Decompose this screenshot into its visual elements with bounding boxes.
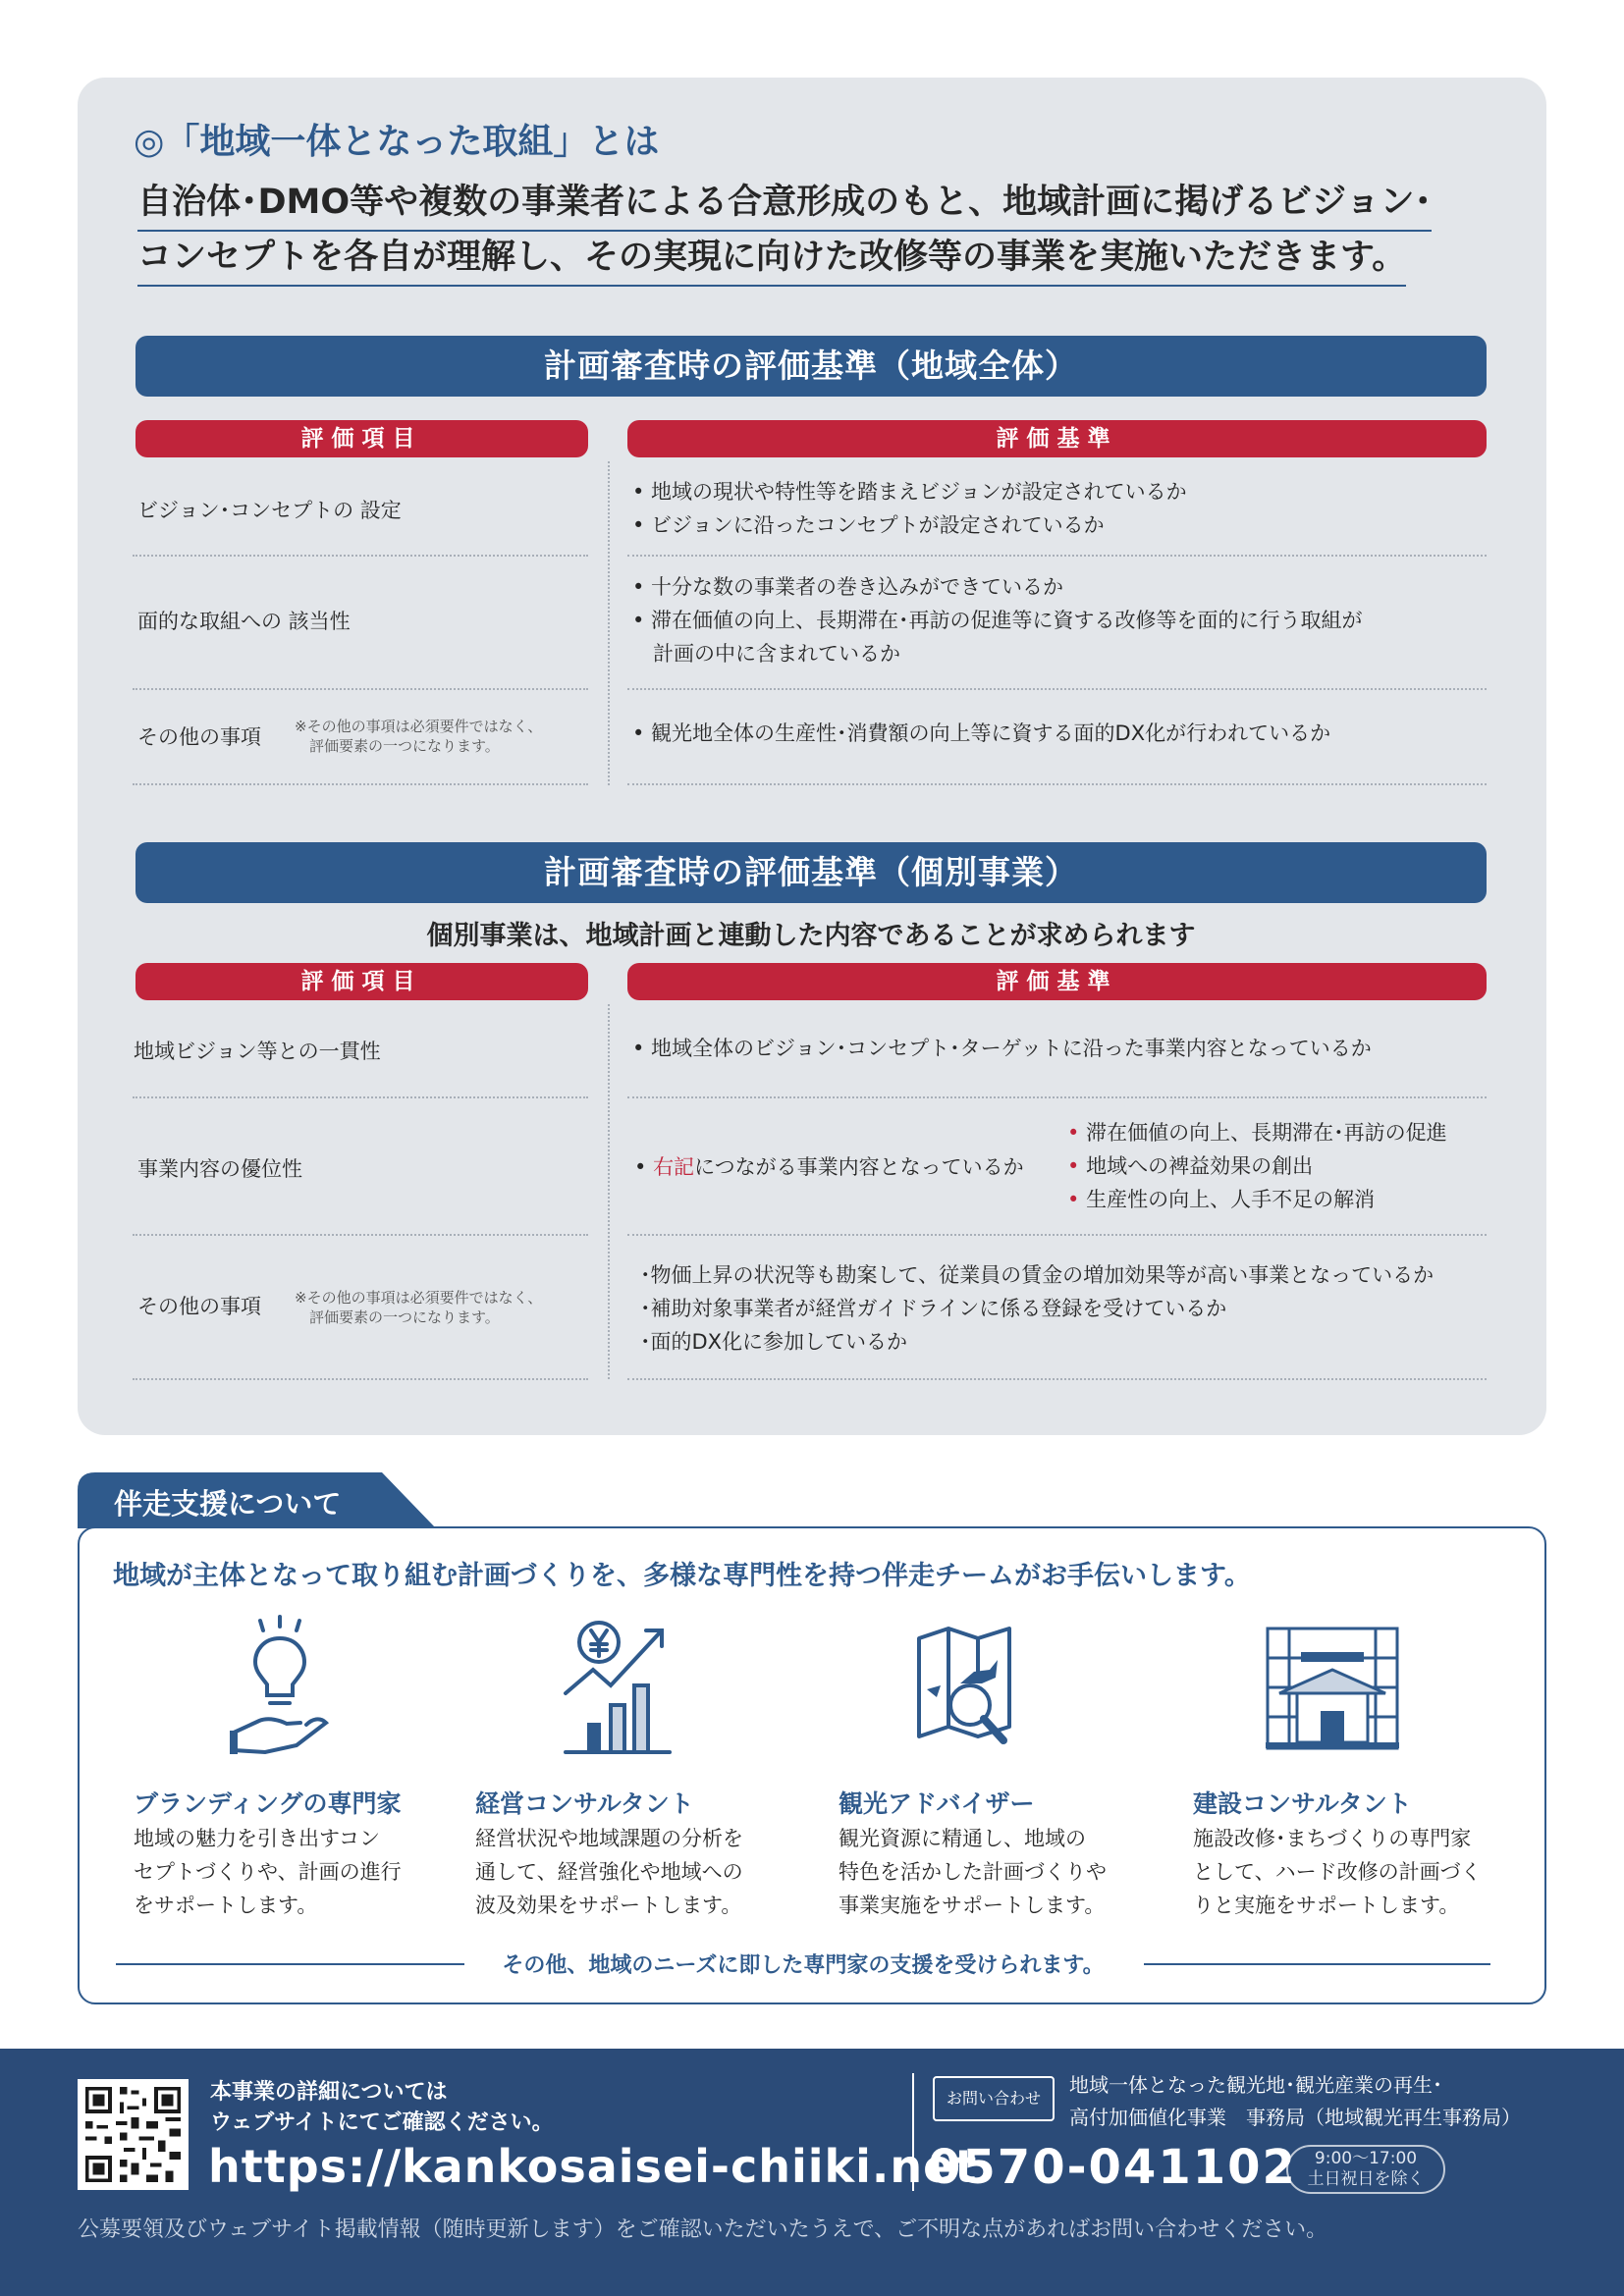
- right-note-ref: 右記: [653, 1155, 695, 1179]
- row-divider: [627, 1234, 1487, 1236]
- support-footer: その他、地域のニーズに即した専門家の支援を受けられます。: [116, 1949, 1490, 1978]
- s2-row1-criteria: • 地域全体のビジョン･コンセプト･ターゲットに沿った事業内容となっているか: [632, 1037, 1372, 1060]
- row-divider: [133, 1096, 588, 1098]
- qr-code-icon[interactable]: [78, 2079, 189, 2190]
- s1-row3-criteria: • 観光地全体の生産性･消費額の向上等に資する面的DX化が行われているか: [632, 721, 1331, 745]
- support-lead: 地域が主体となって取り組む計画づくりを、多様な専門性を持つ伴走チームがお手伝いします。: [113, 1561, 1251, 1591]
- intro-body: [137, 177, 1492, 287]
- s1-row3-note: ※その他の事項は必須要件ではなく、 評価要素の一つになります。: [295, 718, 543, 755]
- row-divider: [627, 1096, 1487, 1098]
- map-magnifier-icon: [913, 1625, 1026, 1762]
- office-name: 地域一体となった観光地･観光産業の再生･ 高付加価値化事業 事務局（地域観光再生事務局）: [1069, 2073, 1521, 2129]
- s1-row2-criteria: • 十分な数の事業者の巻き込みができているか • 滞在価値の向上、長期滞在･再訪の促進等に資する改修等を面的に行う取組が 計画の中に含まれているか: [632, 575, 1363, 666]
- expert-2-desc: 経営状況や地域課題の分析を 通して、経営強化や地域への 波及効果をサポートします。: [475, 1827, 743, 1917]
- expert-4-desc: 施設改修･まちづくりの専門家 として、ハード改修の計画づく りと実施をサポートします。: [1193, 1827, 1482, 1917]
- row-divider: [133, 783, 588, 785]
- phone-number[interactable]: 0570-041102: [928, 2140, 1297, 2195]
- expert-3-desc: 観光資源に精通し、地域の 特色を活かした計画づくりや 事業実施をサポートします。: [839, 1827, 1107, 1917]
- row-divider: [133, 688, 588, 690]
- expert-2-title: 経営コンサルタント: [475, 1789, 694, 1818]
- s1-row1-item: ビジョン･コンセプトの 設定: [137, 499, 402, 522]
- intro-line-2: コンセプトを各自が理解し、その実現に向けた改修等の事業を実施いただきます。: [137, 232, 1406, 287]
- lightbulb-hand-icon: [226, 1615, 334, 1762]
- row-divider: [627, 783, 1487, 785]
- s2-row2-subpoints: • 滞在価値の向上、長期滞在･再訪の促進 • 地域への裨益効果の創出 • 生産性の向上、人手不足の解消: [1067, 1121, 1447, 1211]
- row-divider: [627, 555, 1487, 557]
- expert-4-title: 建設コンサルタント: [1193, 1789, 1412, 1818]
- section2-title: 計画審査時の評価基準（個別事業）: [135, 842, 1487, 903]
- website-url-link[interactable]: https://kankosaisei-chiiki.net: [208, 2140, 978, 2193]
- section1-col-item: 評価項目: [135, 420, 588, 457]
- s2-row1-item: 地域ビジョン等との一貫性: [134, 1040, 381, 1063]
- row-divider: [627, 1378, 1487, 1380]
- expert-1-title: ブランディングの専門家: [134, 1789, 402, 1818]
- s2-row2-criteria: • 右記につながる事業内容となっているか: [634, 1155, 1024, 1179]
- s1-row2-item: 面的な取組への 該当性: [137, 610, 351, 633]
- yen-growth-chart-icon: [560, 1615, 677, 1762]
- s2-row3-note: ※その他の事項は必須要件ではなく、 評価要素の一つになります。: [295, 1289, 543, 1326]
- intro-title: ◎「地域一体となった取組」とは: [134, 122, 660, 162]
- row-divider: [133, 1234, 588, 1236]
- support-box: [78, 1526, 1546, 2004]
- footer-divider: [912, 2073, 914, 2191]
- footer-notice: 公募要領及びウェブサイト掲載情報（随時更新します）をご確認いただいたうえで、ご不明な点があればお問い合わせください。: [78, 2217, 1328, 2242]
- office-hours: 9:00～17:00 土日祝日を除く: [1286, 2145, 1445, 2194]
- building-scaffold-icon: [1262, 1625, 1404, 1752]
- support-tab-label: 伴走支援について: [114, 1487, 342, 1521]
- contact-badge: お問い合わせ: [933, 2076, 1055, 2121]
- section1-title: 計画審査時の評価基準（地域全体）: [135, 336, 1487, 397]
- section2-column-divider: [608, 1004, 610, 1379]
- s1-row1-criteria: • 地域の現状や特性等を踏まえビジョンが設定されているか • ビジョンに沿ったコンセプトが設定されているか: [632, 480, 1187, 537]
- section1-col-criteria: 評価基準: [627, 420, 1487, 457]
- expert-1-desc: 地域の魅力を引き出すコン セプトづくりや、計画の進行 をサポートします。: [134, 1827, 402, 1917]
- row-divider: [627, 688, 1487, 690]
- row-divider: [133, 1378, 588, 1380]
- s2-row2-item: 事業内容の優位性: [137, 1157, 302, 1181]
- section2-col-item: 評価項目: [135, 963, 588, 1000]
- section2-lead: 個別事業は、地域計画と連動した内容であることが求められます: [426, 921, 1196, 951]
- intro-line-1: 自治体･DMO等や複数の事業者による合意形成のもと、地域計画に掲げるビジョン･: [137, 177, 1432, 232]
- expert-3-title: 観光アドバイザー: [839, 1789, 1035, 1818]
- section1-column-divider: [608, 461, 610, 785]
- s1-row3-item: その他の事項: [137, 725, 261, 749]
- s2-row3-criteria: ･物価上昇の状況等も勘案して、従業員の賃金の増加効果等が高い事業となっているか ･補助対象事業者が経営ガイドラインに係る登録を受けているか ･面的DX化に参加しているか: [640, 1263, 1435, 1354]
- footer-lead: 本事業の詳細については ウェブサイトにてご確認ください。: [210, 2080, 554, 2135]
- row-divider: [133, 555, 588, 557]
- section2-col-criteria: 評価基準: [627, 963, 1487, 1000]
- s2-row3-item: その他の事項: [137, 1295, 261, 1318]
